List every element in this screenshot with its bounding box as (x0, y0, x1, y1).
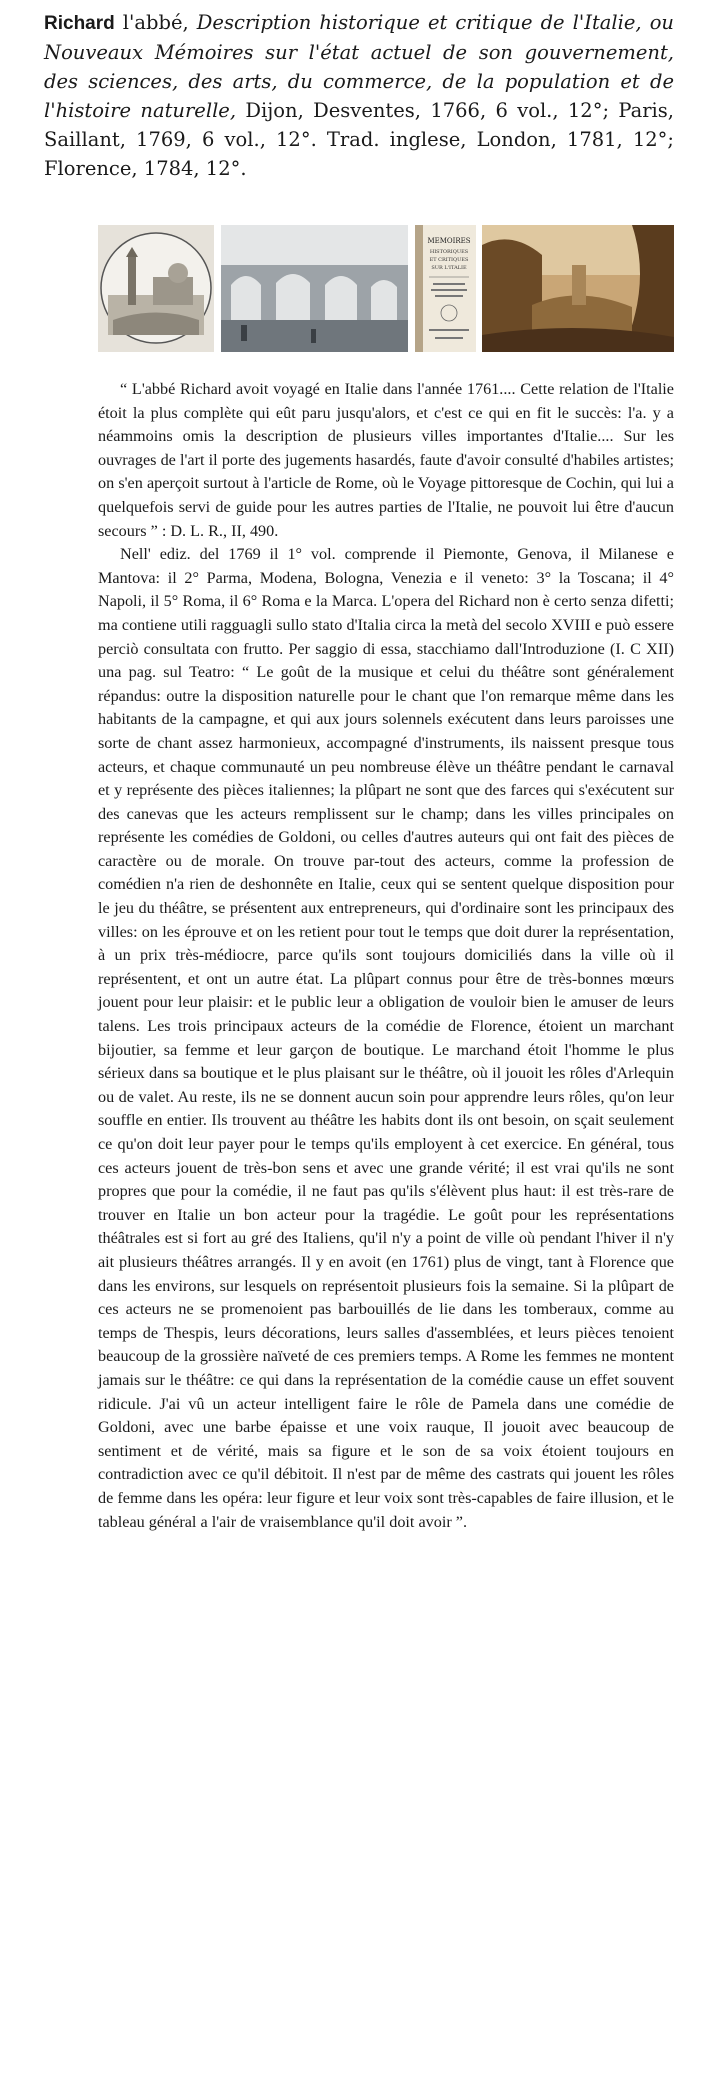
ruins-engraving-thumbnail[interactable] (221, 225, 408, 352)
imprint: Dijon, Desventes, 1766, 6 vol., 12°; Paris, Saillant, 1769, 6 vol., 12°. Trad. inglese, London, 1781, 12°; Florence, 1784, 12°. (44, 99, 674, 180)
bibliographic-entry (44, 8, 674, 183)
title-page-line-4: SUR L'ITALIE (431, 265, 467, 271)
title-page-line-2: HISTORIQUES (429, 249, 469, 255)
author-suffix: l'abbé, (114, 11, 197, 34)
title-page-line-1: MEMOIRES (427, 237, 471, 245)
round-engraving-thumbnail[interactable] (98, 225, 214, 352)
image-strip (98, 225, 674, 352)
paragraph-2: Nell' ediz. del 1769 il 1° vol. comprende il Piemonte, Genova, il Milanese e Mantova: il 2° Parma, Modena, Bologna, Venezia e il veneto: 3° la Toscana; il 4° Napoli, il 5° Roma, il 6° Roma e la Marca. L'opera del Richard non è certo senza difetti; ma contiene utili ragguagli sullo stato d'Italia circa la metà del secolo XVIII e può essere perciò consultata con frutto. Per saggio di essa, stacchiamo dall'Introduzione (I. C XII) una pag. sul Teatro: “ Le goût de la musique et celui du théâtre sont généralement répandus: outre la disposition naturelle pour le chant que l'on remarque même dans les habitants de la campagne, et qui aux jours solennels exécutent dans leurs paroisses une sorte de chant assez harmonieux, accompagné d'instruments, ils naissent presque tous acteurs, et chaque communauté un peu nombreuse élève un théâtre pendant le carnaval et y représente des pièces italiennes; la plûpart ne sont que des farces qui s'exécutent sur des canevas que les acteurs remplissent sur le champ; dans les villes principales on représente les comédies de Goldoni, ou celles d'autres auteurs qui ont fait des pièces de caractère ou de morale. On trouve par-tout des acteurs, comme la profession de comédien n'a rien de deshonnête en Italie, ceux qui se sentent quelque disposition pour le jeu du théâtre, se présentent aux entrepreneurs, qui d'ordinaire sont les principaux des villes: on les éprouve et on les retient pour tout le temps que doit durer la représentation, à un prix très-médiocre, parce qu'ils sont toujours domiciliés dans la ville où il représentent, et ont un autre état. La plûpart connus pour être de très-bonnes mœurs jouent pour leur plaisir: et le public leur a obligation de vouloir bien le amuser de leurs talens. Les trois principaux acteurs de la comédie de Florence, étoient un marchant bijoutier, sa femme et leur garçon de boutique. Le marchand étoit l'homme le plus sérieux dans sa boutique et le plus plaisant sur le théâtre, où il jouoit les rôles d'Arlequin ou de valet. Au reste, ils ne se donnent aucun soin pour apprendre leurs rôles, qu'on leur souffle en entier. Ils trouvent au théâtre les habits dont ils ont besoin, on sçait seulement ce qu'on doit leur payer pour le temps qu'ils employent à cet exercice. En général, tous ces acteurs jouent de très-bon sens et avec une grande vérité; il est vrai qu'ils ne sont propres que pour la comédie, il ne faut pas qu'ils s'élèvent plus haut: il est très-rare de trouver en Italie un bon acteur pour la tragédie. Le goût pour les représentations théâtrales est si fort au gré des Italiens, qu'il n'y a point de ville où pendant l'hiver il n'y ait plusieurs théâtres arrangés. Il y en avoit (en 1761) plus de vingt, tant à Florence que dans les environs, sur lesquels on représentoit plusieurs fois la semaine. Si la plûpart de ces acteurs ne se promenoient pas barbouillés de lie dans les tomberaux, comme au temps de Thespis, leurs décorations, leurs salles d'assemblées, et leurs pièces tenoient beaucoup de la grossière naïveté de ces premiers temps. A Rome les femmes ne montent jamais sur le théâtre: ce qui dans la représentation de la comédie cause un effet souvent ridicule. J'ai vû un acteur intelligent faire le rôle de Pamela dans une comédie de Goldoni, avec une barbe épaisse et une voix rauque, Il jouoit avec beaucoup de sentiment et de vérité, mais sa figure et le son de sa voix étoient toujours en contradiction avec ce qu'il débitoit. Il n'est par de même des castrats qui jouent les rôles de femme dans les opéra: leur figure et leur voix sont très-capables de faire illusion, et le tableau général a l'air de vraisemblance qu'il doit avoir ”. (98, 545, 674, 1531)
title-page-thumbnail[interactable] (415, 225, 476, 352)
landscape-painting-thumbnail[interactable] (482, 225, 674, 352)
title-page-line-3: ET CRITIQUES (429, 257, 469, 263)
paragraph-1: “ L'abbé Richard avoit voyagé en Italie dans l'année 1761.... Cette relation de l'Italie étoit la plus complète qui eût paru jusqu'alors, et c'est ce qui en fit le succès: l'a. y a néammoins omis la description de plusieurs villes importantes d'Italie.... Sur les ouvrages de l'art il porte des jugements hasardés, faute d'avoir consulté d'habiles artistes; on s'en aperçoit surtout à l'article de Rome, où le Voyage pittoresque de Cochin, qui lui a quelquefois servi de guide pour les autres parties de l'Italie, ne pouvoit lui être d'aucun secours ” : D. L. R., II, 490. (98, 380, 674, 540)
quoted-passage (98, 378, 674, 1534)
author-name: Richard (44, 13, 115, 34)
book-title: Description historique et critique de l'Italie, ou Nouveaux Mémoires sur l'état actuel de son gouvernement, des sciences, des arts, du commerce, de la population et de l'histoire naturelle, (44, 11, 674, 122)
